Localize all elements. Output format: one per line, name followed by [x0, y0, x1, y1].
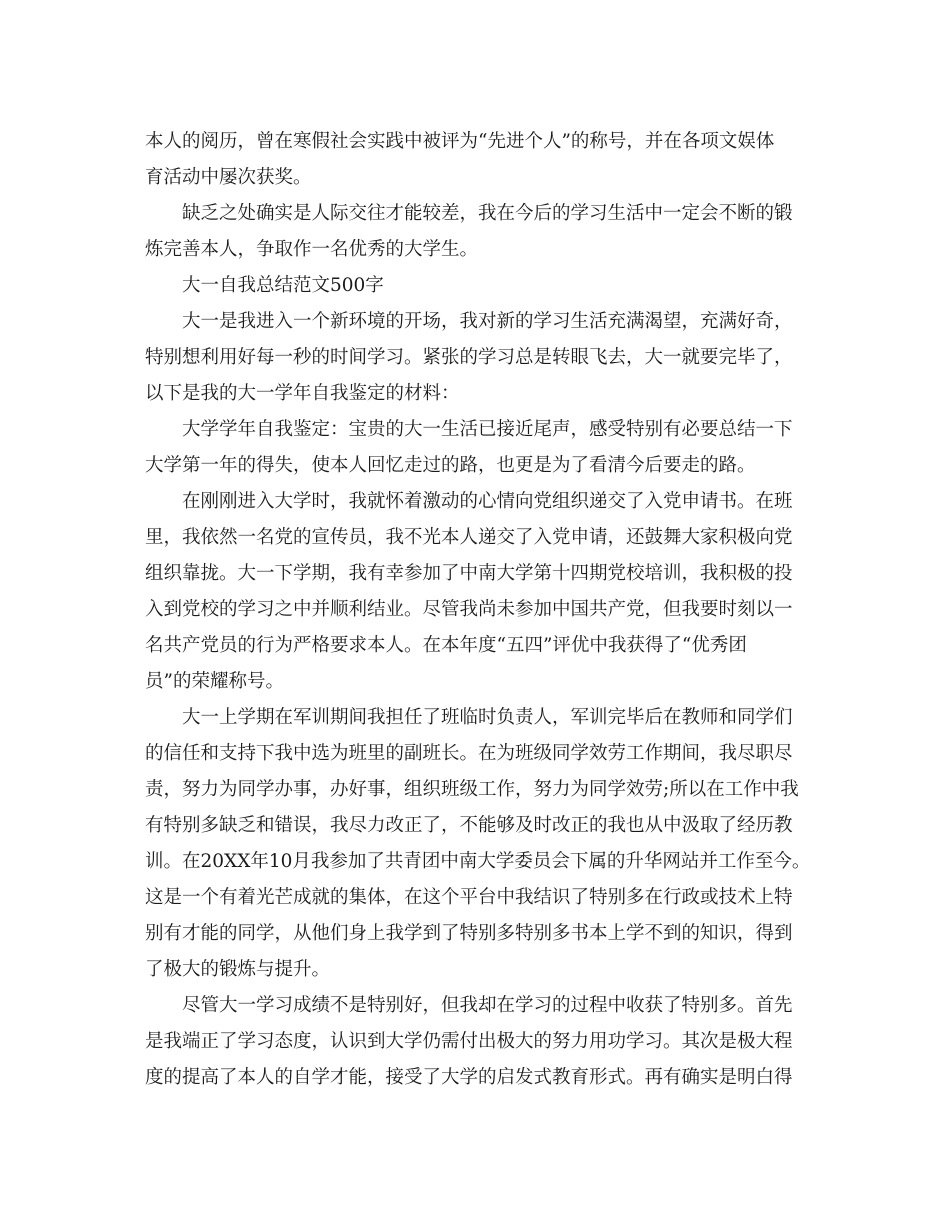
text-line-12: 里，我依然一名党的宣传员，我不光本人递交了入党申请，还鼓舞大家积极向党: [145, 527, 793, 548]
text-line-8: 以下是我的大一学年自我鉴定的材料：: [145, 383, 460, 404]
text-line-20: 有特别多缺乏和错误，我尽力改正了，不能够及时改正的我也从中汲取了经历教: [145, 815, 793, 836]
text-line-17: 大一上学期在军训期间我担任了班临时负责人，军训完毕后在教师和同学们: [182, 707, 793, 728]
section-heading: 大一自我总结范文500字: [182, 275, 384, 296]
text-line-23: 别有才能的同学，从他们身上我学到了特别多特别多书本上学不到的知识，得到: [145, 923, 793, 944]
text-line-2: 育活动中屡次获奖。: [145, 167, 312, 188]
text-line-21: 训。在20XX年10月我参加了共青团中南大学委员会下属的升华网站并工作至今。: [145, 851, 811, 872]
text-line-25: 尽管大一学习成绩不是特别好，但我却在学习的过程中收获了特别多。首先: [182, 995, 793, 1016]
text-line-1: 本人的阅历，曾在寒假社会实践中被评为“先进个人”的称号，并在各项文娱体: [145, 131, 775, 152]
text-line-15: 名共产党员的行为严格要求本人。在本年度“五四”评优中我获得了“优秀团: [145, 635, 747, 656]
text-line-19: 责，努力为同学办事，办好事，组织班级工作，努力为同学效劳;所以在工作中我: [145, 779, 799, 800]
text-line-27: 度的提高了本人的自学才能，接受了大学的启发式教育形式。再有确实是明白得: [145, 1067, 793, 1088]
text-line-3: 缺乏之处确实是人际交往才能较差，我在今后的学习生活中一定会不断的锻: [182, 203, 793, 224]
text-line-24: 了极大的锻炼与提升。: [145, 959, 331, 980]
text-line-6: 大一是我进入一个新环境的开场，我对新的学习生活充满渴望，充满好奇，: [182, 311, 793, 332]
text-line-4: 炼完善本人，争取作一名优秀的大学生。: [145, 239, 479, 260]
text-line-13: 组织靠拢。大一下学期，我有幸参加了中南大学第十四期党校培训，我积极的投: [145, 563, 793, 584]
text-line-18: 的信任和支持下我中选为班里的副班长。在为班级同学效劳工作期间，我尽职尽: [145, 743, 793, 764]
text-line-14: 入到党校的学习之中并顺利结业。尽管我尚未参加中国共产党，但我要时刻以一: [145, 599, 793, 620]
text-line-26: 是我端正了学习态度，认识到大学仍需付出极大的努力用功学习。其次是极大程: [145, 1031, 793, 1052]
text-line-7: 特别想利用好每一秒的时间学习。紧张的学习总是转眼飞去，大一就要完毕了，: [145, 347, 793, 368]
text-line-11: 在刚刚进入大学时，我就怀着激动的心情向党组织递交了入党申请书。在班: [182, 491, 793, 512]
text-line-10: 大学第一年的得失，使本人回忆走过的路，也更是为了看清今后要走的路。: [145, 455, 756, 476]
text-line-22: 这是一个有着光芒成就的集体，在这个平台中我结识了特别多在行政或技术上特: [145, 887, 793, 908]
text-line-16: 员”的荣耀称号。: [145, 671, 284, 692]
document-body: [145, 124, 810, 1096]
text-line-9: 大学学年自我鉴定：宝贵的大一生活已接近尾声，感受特别有必要总结一下: [182, 419, 793, 440]
